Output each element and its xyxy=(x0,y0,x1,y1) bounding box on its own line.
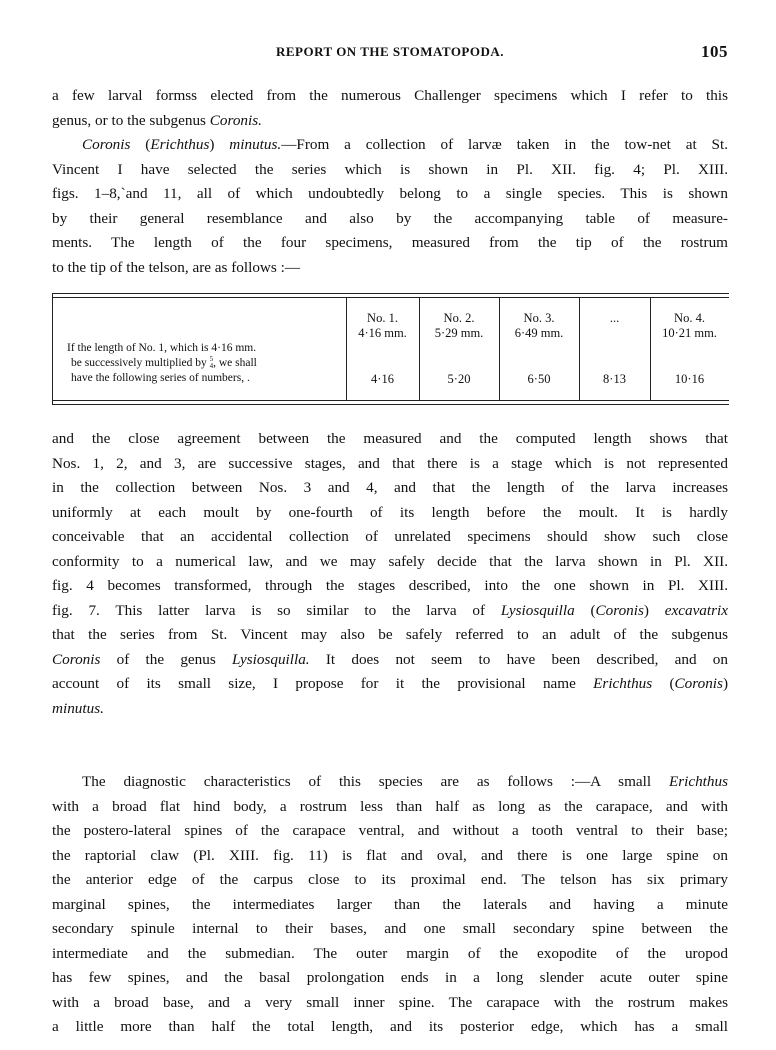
measurement-table xyxy=(52,293,729,405)
column-header-no4: No. 4. 10·21 mm. xyxy=(662,311,717,340)
column-header-no2: No. 2. 5·29 mm. xyxy=(434,311,484,340)
text-line: with a broad flat hind body, a rostrum less than half as long as the carapace, and with xyxy=(52,797,728,815)
text-line: minutus. xyxy=(52,699,104,717)
running-title: REPORT ON THE STOMATOPODA. xyxy=(275,44,505,59)
text-line: account of its small size, I propose for it the provisional name Erichthus (Coronis) xyxy=(52,675,728,692)
text-line: and the close agreement between the measured and the computed length shows that xyxy=(52,430,728,447)
text-line: Coronis of the genus Lysiosquilla. It does not seem to have been described, and on xyxy=(52,650,728,668)
table-rule xyxy=(53,297,729,298)
text-line: the anterior edge of the carpus close to its proximal end. The telson has six primary xyxy=(52,871,728,888)
table-cell: 6·50 xyxy=(527,372,551,386)
table-cell: 8·13 xyxy=(603,372,626,386)
text-line: the postero-lateral spines of the carapace ventral, and without a tooth ventral to their base; xyxy=(52,822,728,839)
text-line: by their general resemblance and also by the accompanying table of measure- xyxy=(52,209,728,227)
text-line: a few larval formss elected from the numerous Challenger specimens which I refer to this xyxy=(52,87,728,104)
column-header-no3: No. 3. 6·49 mm. xyxy=(514,311,564,340)
text-line: marginal spines, the intermediates larger than the laterals and having a minute xyxy=(52,895,728,913)
text-line: Nos. 1, 2, and 3, are successive stages, and that there is a stage which is not represented xyxy=(52,454,728,472)
page-number: 105 xyxy=(701,42,728,61)
text-line: Coronis (Erichthus) minutus.—From a collection of larvæ taken in the tow-net at St. xyxy=(82,136,728,153)
text-line: fig. 4 becomes transformed, through the stages described, into the one shown in Pl. XIII. xyxy=(52,577,728,594)
fraction: 5 4 xyxy=(209,355,214,371)
table-row-label: If the length of No. 1, which is 4·16 mm. be successively multiplied by 5 4 , we shall have the following series of numbers, . xyxy=(67,342,257,384)
text-line: the raptorial claw (Pl. XIII. fig. 11) is flat and oval, and there is one large spine on xyxy=(52,846,728,864)
text-line: ments. The length of the four specimens, measured from the tip of the rostrum xyxy=(52,234,728,251)
text-line: figs. 1–8,`and 11, all of which undoubtedly belong to a single species. This is shown xyxy=(52,185,728,202)
text-line: a little more than half the total length, and its posterior edge, which has a small xyxy=(52,1018,728,1035)
text-line: that the series from St. Vincent may also be safely referred to an adult of the subgenus xyxy=(52,626,728,643)
text-line: The diagnostic characteristics of this species are as follows :—A small Erichthus xyxy=(82,773,728,790)
paragraph-3 xyxy=(52,427,728,721)
text-line: secondary spinule internal to their bases, and one small secondary spine between the xyxy=(52,920,728,937)
paragraph-1 xyxy=(52,84,728,133)
table-rule xyxy=(53,400,729,401)
column-header-ellipsis: ... xyxy=(609,311,620,325)
text-line: genus, or to the subgenus Coronis. xyxy=(52,111,262,129)
table-cell: 10·16 xyxy=(674,372,705,386)
text-line: conformity to a numerical law, and we may safely decide that the larva shown in Pl. XII. xyxy=(52,552,728,570)
text-line: uniformly at each moult by one-fourth of its length before the moult. It is hardly xyxy=(52,503,728,521)
column-header-no1: No. 1. 4·16 mm. xyxy=(358,311,407,340)
text-line: has few spines, and the basal prolongation ends in a long slender acute outer spine xyxy=(52,969,728,986)
table-cell: 5·20 xyxy=(447,372,471,386)
text-line: fig. 7. This latter larva is so similar to the larva of Lysiosquilla (Coronis) excavatrix xyxy=(52,601,728,619)
page-header xyxy=(52,44,728,66)
text-line: conceivable that an accidental collection of unrelated specimens should show such close xyxy=(52,528,728,545)
text-line: to the tip of the telson, are as follows :— xyxy=(52,258,301,276)
paragraph-4 xyxy=(52,770,728,1040)
text-line: with a broad base, and a very small inner spine. The carapace with the rostrum makes xyxy=(52,993,728,1011)
table-cell: 4·16 xyxy=(371,372,394,386)
text-line: intermediate and the submedian. The outer margin of the exopodite of the uropod xyxy=(52,944,728,962)
text-line: in the collection between Nos. 3 and 4, and that the length of the larva increases xyxy=(52,479,728,496)
text-line: Vincent I have selected the series which is shown in Pl. XII. fig. 4; Pl. XIII. xyxy=(52,160,728,178)
paragraph-2 xyxy=(52,133,728,280)
